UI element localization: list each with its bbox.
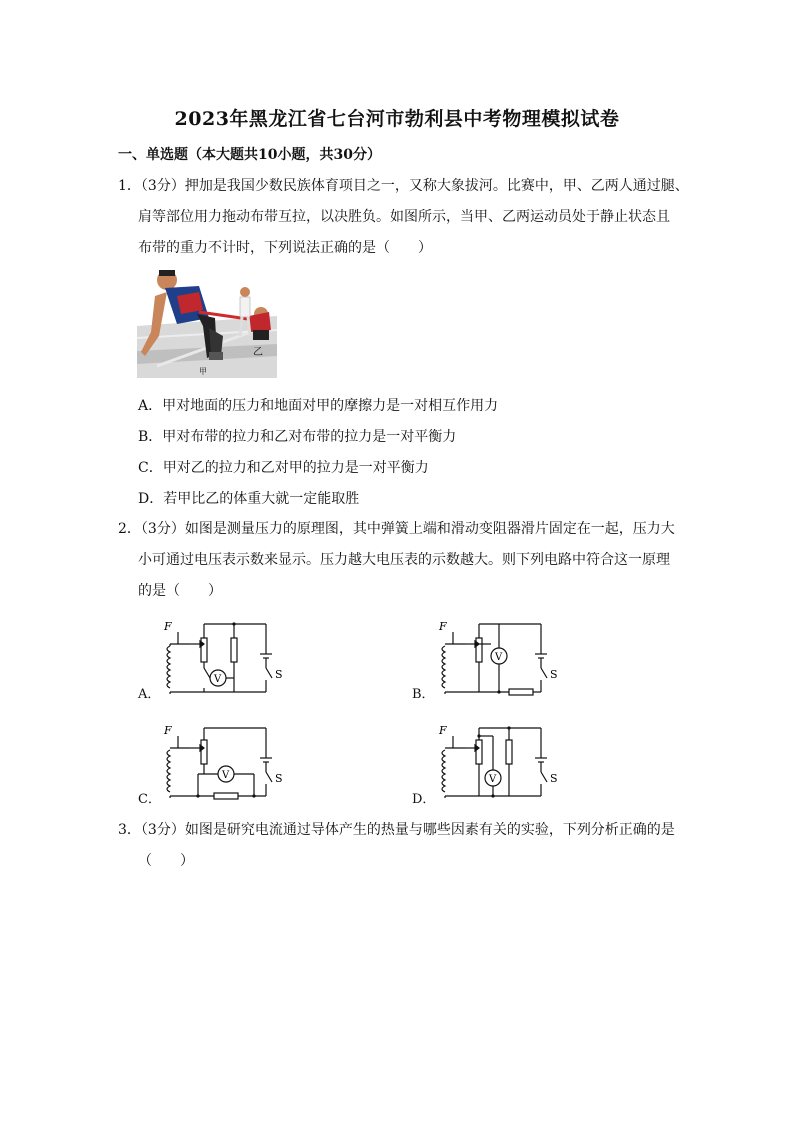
question-1-line-2: 肩等部位用力拖动布带互拉，以决胜负。如图所示，当甲、乙两运动员处于静止状态且 — [138, 209, 670, 225]
circuit-c-diagram — [158, 718, 288, 808]
section-heading: 一、单选题（本大题共10小题，共30分） — [118, 147, 381, 163]
voltmeter-label: V — [495, 652, 503, 663]
circuit-d-diagram — [433, 718, 563, 808]
voltmeter-label: V — [214, 674, 222, 685]
circuit-a-diagram — [158, 614, 288, 704]
question-2-line-1: 2．（3分）如图是测量压力的原理图，其中弹簧上端和滑动变阻器滑片固定在一起，压力大 — [118, 521, 675, 537]
switch-label: S — [550, 668, 558, 681]
voltmeter-label: V — [489, 774, 497, 785]
circuit-b-diagram — [433, 614, 563, 704]
force-label: F — [164, 724, 172, 737]
force-label: F — [439, 620, 447, 633]
force-label: F — [164, 620, 172, 633]
circuit-d-label: D． — [412, 792, 436, 807]
q1-option-a: A．甲对地面的压力和地面对甲的摩擦力是一对相互作用力 — [138, 398, 499, 414]
voltmeter-label: V — [222, 770, 230, 781]
switch-label: S — [550, 772, 558, 785]
question-1-line-1: 1．（3分）押加是我国少数民族体育项目之一，又称大象拔河。比赛中，甲、乙两人通过腿、 — [118, 178, 689, 194]
question-3-line-1: 3．（3分）如图是研究电流通过导体产生的热量与哪些因素有关的实验，下列分析正确的是 — [118, 822, 675, 838]
tug-of-war-photo — [137, 266, 277, 378]
photo-label-jia: 甲 — [199, 367, 207, 376]
q1-option-d: D．若甲比乙的体重大就一定能取胜 — [138, 491, 360, 507]
photo-label-yi: 乙 — [253, 347, 263, 358]
question-3 — [118, 815, 678, 877]
question-2 — [118, 514, 678, 607]
page-title: 2023年黑龙江省七台河市勃利县中考物理模拟试卷 — [174, 108, 620, 130]
circuit-b-label: B． — [412, 687, 435, 702]
force-label: F — [439, 724, 447, 737]
question-2-line-3: 的是（ ） — [138, 583, 222, 599]
switch-label: S — [275, 772, 283, 785]
circuit-a-label: A． — [138, 687, 161, 702]
switch-label: S — [275, 668, 283, 681]
question-3-line-2: （ ） — [138, 853, 194, 869]
question-1 — [118, 171, 689, 264]
question-1-line-3: 布带的重力不计时，下列说法正确的是（ ） — [138, 240, 432, 256]
circuit-c-label: C． — [138, 792, 161, 807]
question-2-line-2: 小可通过电压表示数来显示。压力越大电压表的示数越大。则下列电路中符合这一原理 — [138, 552, 670, 568]
q1-option-c: C．甲对乙的拉力和乙对甲的拉力是一对平衡力 — [138, 460, 429, 476]
q1-option-b: B．甲对布带的拉力和乙对布带的拉力是一对平衡力 — [138, 429, 457, 445]
